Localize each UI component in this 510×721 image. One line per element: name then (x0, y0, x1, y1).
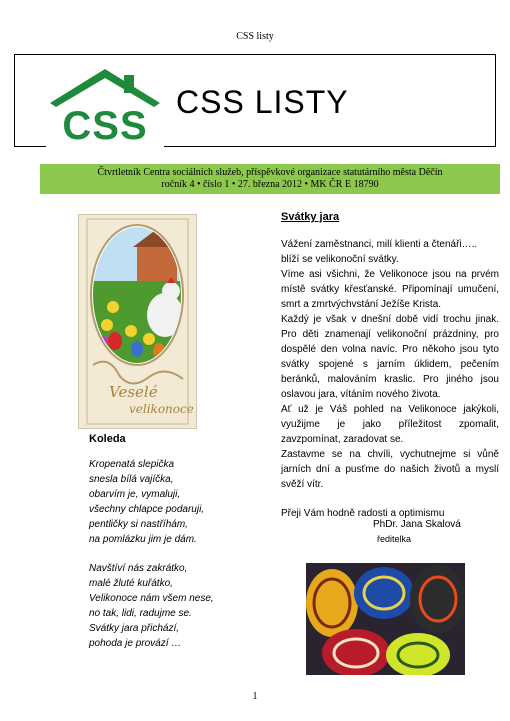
easter-card-illustration (78, 214, 197, 429)
article-column (281, 210, 499, 521)
masthead-title: CSS LISTY (176, 84, 349, 120)
poem-title: Koleda (89, 433, 126, 445)
card-text-top: Veselé (109, 383, 158, 401)
painted-eggs-art (306, 563, 465, 675)
card-text-bottom: velikonoce (129, 402, 194, 416)
signature-name: PhDr. Jana Skalová (373, 519, 461, 530)
info-line-2: ročník 4 • číslo 1 • 27. března 2012 • MK ČR E 18790 (161, 179, 379, 190)
poem-stanza-1: Kropenatá slepička snesla bílá vajíčka, obarvím je, vymaluji, všechny chlapce podaruji, pentličky si nastříhám, na pomlázku jim je dám. (89, 459, 205, 545)
page-number: 1 (252, 691, 258, 702)
article-paragraph: Každý je však v dnešní době vidí trochu jinak. Pro děti znamenají velikonoční prázdniny, pro dospělé den volna navíc. Pro někoho jsou tyto svátky spojené s jarním úklidem, pečením beránků, malováním kraslic. Pro jiného jsou oslavou jara, vítáním nového života. (281, 314, 499, 400)
article-title: Svátky jara (281, 211, 340, 223)
page-running-header: CSS listy (236, 31, 274, 42)
article-closing: Přeji Vám hodně radosti a optimismu (281, 508, 445, 519)
article-paragraph: Vážení zaměstnanci, milí klienti a čtenáři….. (281, 239, 478, 250)
article-paragraph: Víme asi všichni, že Velikonoce jsou na prvém místě svátky křesťanské. Připomínají umučení, smrt a zmrtvýchvstání Ježíše Krista. (281, 269, 499, 310)
article-paragraph: Ať už je Váš pohled na Velikonoce jakýkoli, využijme je jako příležitost zpomalit, zavzpomínat, zaradovat se. (281, 404, 499, 445)
easter-card-art (79, 215, 196, 428)
signature (373, 517, 461, 547)
css-logo (46, 63, 164, 147)
article-paragraph: blíží se velikonoční svátky. (281, 254, 399, 265)
easter-eggs-photo (306, 563, 465, 675)
signature-role: ředitelka (377, 534, 412, 544)
poem-column (89, 433, 269, 665)
logo-text: CSS (62, 104, 148, 147)
article-paragraph: Zastavme se na chvíli, vychutnejme si vůně jarních dní a pusťme do našich životů a myslí svěží vítr. (281, 449, 499, 490)
info-line-1: Čtvrtletník Centra sociálních služeb, příspěvkové organizace statutárního města Děčín (97, 167, 443, 178)
info-bar (40, 164, 500, 194)
poem-stanza-2: Navštíví nás zakrátko, malé žluté kuřátko, Velikonoce nám všem nese, no tak, lidi, radujme se. Svátky jara přichází, pohoda je provází … (89, 563, 214, 649)
